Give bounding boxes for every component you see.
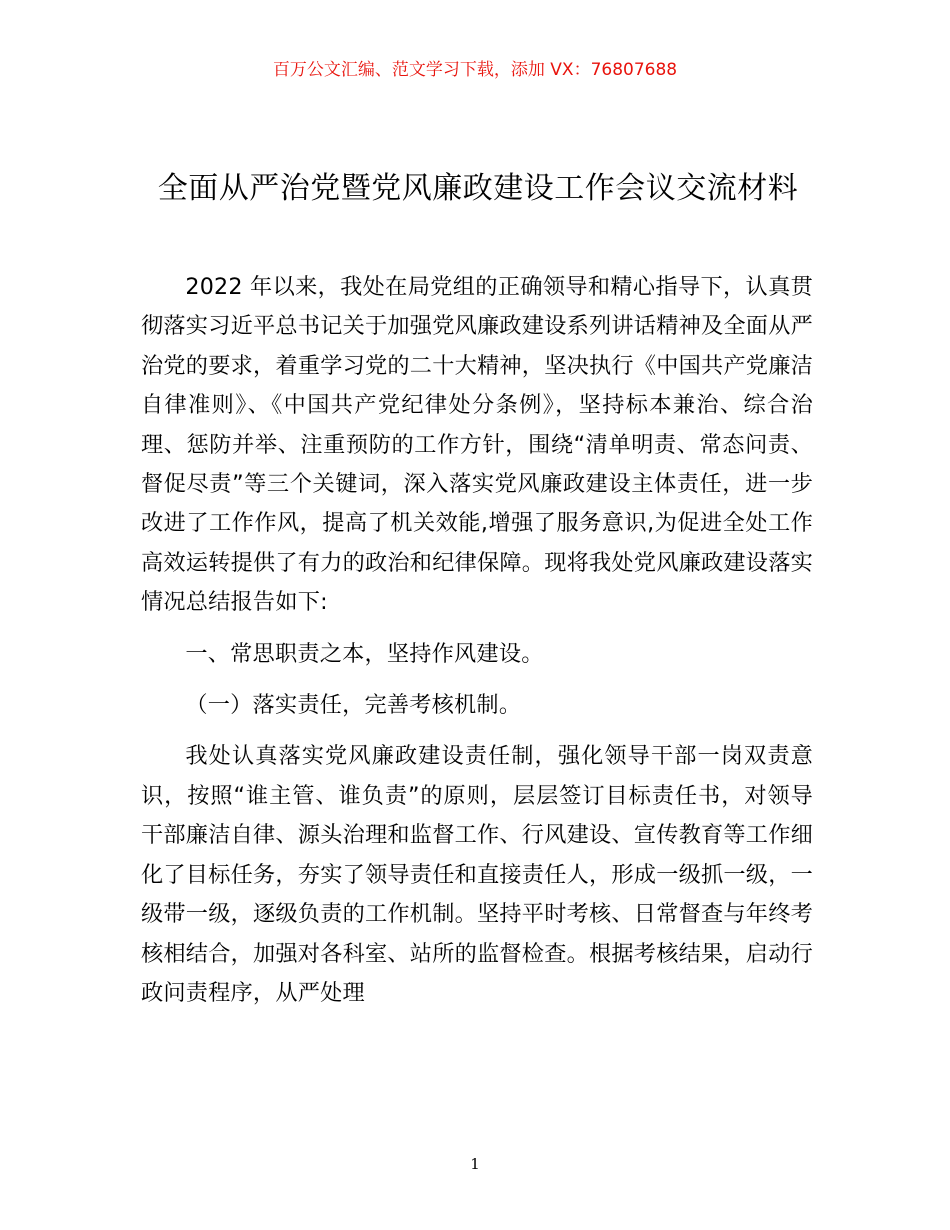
document-title: 全面从严治党暨党风廉政建设工作会议交流材料: [157, 171, 799, 206]
paragraph-responsibility: 我处认真落实党风廉政建设责任制，强化领导干部一岗双责意识，按照“谁主管、谁负责”的原则，层层签订目标责任书，对领导干部廉洁自律、源头治理和监督工作、行风建设、宣传教育等工作细化了目标任务，夯实了领导责任和直接责任人，形成一级抓一级，一级带一级，逐级负责的工作机制。坚持平时考核、日常督查与年终考核相结合，加强对各科室、站所的监督检查。根据考核结果，启动行政问责程序，从严处理: [141, 743, 813, 1006]
document-body: [141, 268, 813, 1013]
paragraph-intro: 2022 年以来，我处在局党组的正确领导和精心指导下，认真贯彻落实习近平总书记关于加强党风廉政建设系列讲话精神及全面从严治党的要求，着重学习党的二十大精神，坚决执行《中国共产党廉洁自律准则》、《中国共产党纪律处分条例》，坚持标本兼治、综合治理、惩防并举、注重预防的工作方针，围绕“清单明责、常态问责、督促尽责”等三个关键词，深入落实党风廉政建设主体责任，进一步改进了工作作风，提高了机关效能,增强了服务意识,为促进全处工作高效运转提供了有力的政治和纪律保障。现将我处党风廉政建设落实情况总结报告如下:: [141, 274, 813, 616]
page-number: 1: [470, 1155, 480, 1173]
section-heading-1: 一、常思职责之本，坚持作风建设。: [185, 640, 544, 667]
subsection-heading-1: （一）落实责任，完善考核机制。: [185, 692, 522, 719]
header-banner: 百万公文汇编、范文学习下载，添加 VX：76807688: [272, 60, 678, 80]
